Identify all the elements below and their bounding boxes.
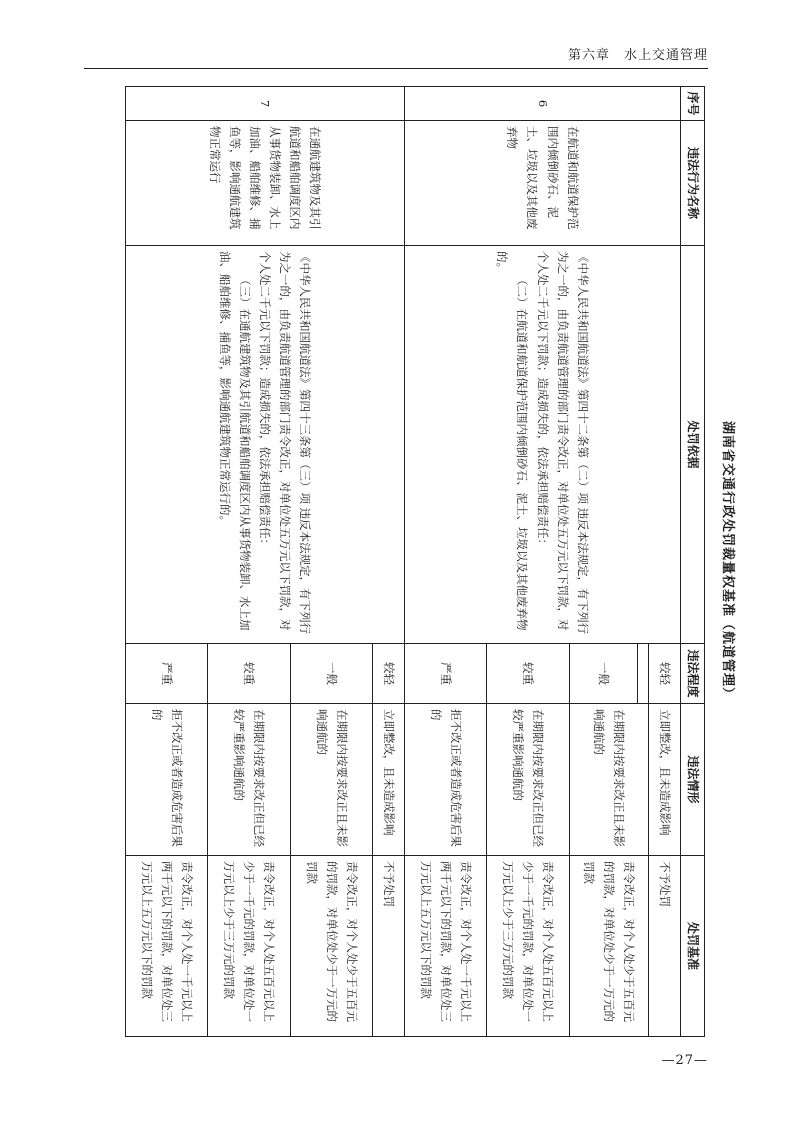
degree-cell: 一般 — [290, 644, 372, 704]
degree-cell: 较轻 — [373, 644, 405, 704]
situation-cell: 在期限内按要求改正但已经较严重影响通航的 — [487, 704, 569, 856]
basis-paragraph: 《中华人民共和国航道法》第四十二条第（二）项 违反本法规定，有下列行为之一的，由负责航道管理的部门责令改正，对单位处五万元以下罚款，对个人处二千元以下罚款；造成损失的，依法承担赔偿责任： — [535, 251, 590, 635]
situation-cell: 在期限内按要求改正但已经较严重影响通航的 — [208, 704, 290, 856]
header-rule — [84, 68, 708, 69]
degree-cell: 严重 — [404, 644, 486, 704]
penalty-basis — [404, 246, 680, 644]
degree-cell: 一般 — [569, 644, 638, 704]
table-row — [373, 87, 405, 1037]
rotated-table-area — [125, 86, 735, 1036]
degree-cell: 严重 — [126, 644, 208, 704]
basis-paragraph: （三）在通航建筑物及其引航道和船舶调度区内从事货物装卸、水上加油、船舶维修、捕鱼等，影响通航建筑物正常运行的。 — [217, 251, 252, 631]
degree-cell: 较重 — [208, 644, 290, 704]
standard-cell: 责令改正，对个人处一千元以上两千元以下的罚款，对单位处三万元以上五万元以下的罚款 — [126, 856, 208, 1037]
running-head: 第六章 水上交通管理 — [567, 48, 708, 63]
table-landscape — [125, 86, 735, 1036]
standard-cell: 责令改正，对个人处少于五百元的罚款，对单位处少于一万元的罚款 — [569, 856, 649, 1037]
standard-cell: 责令改正，对个人处少于五百元的罚款，对单位处少于一万元的罚款 — [290, 856, 372, 1037]
situation-cell: 立即整改，且未造成影响 — [373, 704, 405, 856]
standard-cell: 责令改正，对个人处五百元以上少于一千元的罚款，对单位处一万元以上少于三万元的罚款 — [208, 856, 290, 1037]
col-header-seq: 序号 — [681, 87, 705, 121]
col-header-basis: 处罚依据 — [681, 246, 705, 644]
violation-name: 在通航建筑物及其引航道和船舶调度区内从事货物装卸、水上加油、船舶维修、捕鱼等，影响通航建筑物正常运行 — [126, 121, 405, 246]
standard-cell: 不予处罚 — [373, 856, 405, 1037]
violation-name: 在航道和航道保护范围内倾倒砂石、泥土、垃圾以及其他废弃物 — [404, 121, 680, 246]
spacer-cell — [638, 644, 649, 704]
page-number: —27— — [661, 1053, 708, 1068]
col-header-situation: 违法情形 — [681, 704, 705, 856]
standard-cell: 责令改正，对个人处一千元以上两千元以下的罚款，对单位处三万元以上五万元以下的罚款 — [404, 856, 486, 1037]
degree-cell: 较轻 — [649, 644, 681, 704]
standard-cell: 不予处罚 — [649, 856, 681, 1037]
penalty-basis — [126, 246, 405, 644]
standard-cell: 责令改正，对个人处五百元以上少于一千元的罚款，对单位处一万元以上少于三万元的罚款 — [487, 856, 569, 1037]
col-header-degree: 违法程度 — [681, 644, 705, 704]
col-header-standard: 处罚基准 — [681, 856, 705, 1037]
table-row — [649, 87, 681, 1037]
degree-cell: 较重 — [487, 644, 569, 704]
situation-cell: 在期限内按要求改正且未影响通航的 — [290, 704, 372, 856]
situation-cell: 立即整改，且未造成影响 — [649, 704, 681, 856]
situation-cell: 拒不改正或者造成危害后果的 — [126, 704, 208, 856]
situation-cell: 在期限内按要求改正且未影响通航的 — [569, 704, 649, 856]
row-number: 7 — [126, 87, 405, 121]
situation-cell: 拒不改正或者造成危害后果的 — [404, 704, 486, 856]
basis-paragraph: 《中华人民共和国航道法》第四十三条第（三）项 违反本法规定，有下列行为之一的，由负责航道管理的部门责令改正，对单位处五万元以下罚款，对个人处二千元以下罚款；造成损失的，依法承担赔偿责任： — [258, 251, 313, 635]
table-title: 湖南省交通行政处罚裁量权基准（航道管理） — [720, 420, 735, 701]
penalty-table — [125, 86, 705, 1037]
basis-paragraph: （二）在航道和航道保护范围内倾倒砂石、泥土、垃圾以及其他废弃物的。 — [495, 251, 530, 631]
row-number: 6 — [404, 87, 680, 121]
table-header-row — [681, 87, 705, 1037]
col-header-name: 违法行为名称 — [681, 121, 705, 246]
